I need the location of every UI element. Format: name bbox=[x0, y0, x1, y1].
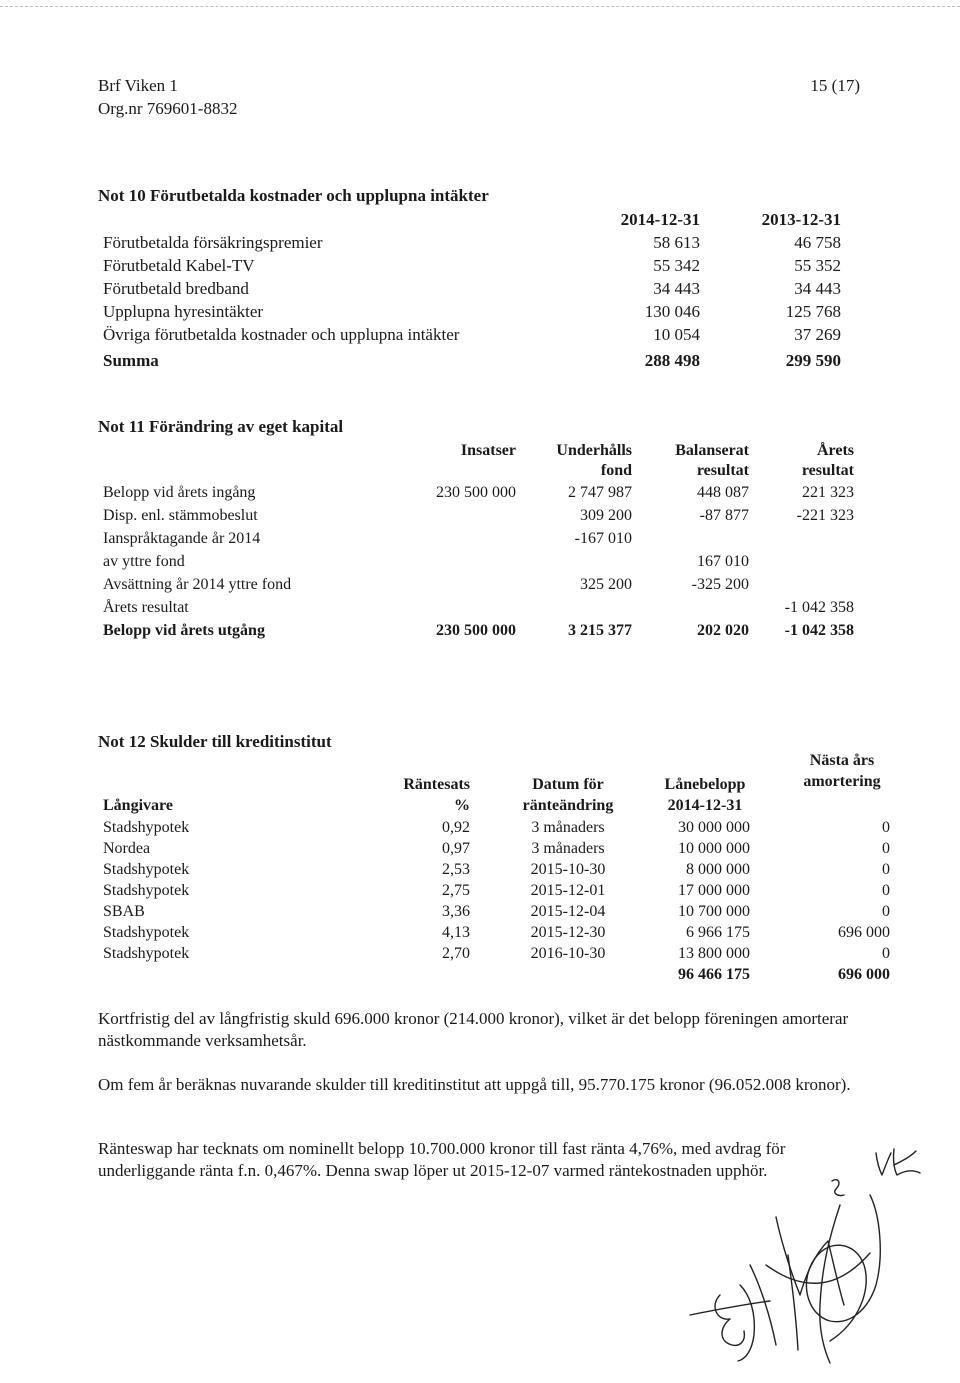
total-label: Belopp vid årets utgång bbox=[103, 622, 265, 639]
sum-label: Summa bbox=[103, 351, 159, 370]
row-label: Avsättning år 2014 yttre fond bbox=[103, 576, 292, 593]
header-balanserat-1: Balanserat bbox=[675, 442, 749, 459]
cell-amort: 0 bbox=[882, 840, 890, 857]
signature-stroke bbox=[820, 1205, 840, 1363]
row-value-2014: 34 443 bbox=[653, 279, 700, 298]
row-label: Förutbetald bredband bbox=[103, 279, 249, 298]
cell-rate: 0,97 bbox=[442, 840, 470, 857]
signature-stroke bbox=[766, 1253, 870, 1283]
cell-amount: 6 966 175 bbox=[686, 924, 750, 941]
total-fond: 3 215 377 bbox=[568, 622, 632, 639]
cell-fond: 325 200 bbox=[580, 576, 632, 593]
cell-balanserat: -325 200 bbox=[691, 576, 749, 593]
row-label: Ianspråktagande år 2014 bbox=[103, 530, 261, 547]
row-label: Förutbetald Kabel-TV bbox=[103, 256, 255, 275]
cell-amort: 0 bbox=[882, 903, 890, 920]
row-value-2014: 130 046 bbox=[644, 302, 700, 321]
cell-lender: Stadshypotek bbox=[103, 861, 190, 878]
cell-rate: 0,92 bbox=[442, 819, 470, 836]
signature-stroke bbox=[715, 1295, 744, 1345]
cell-amort: 0 bbox=[882, 819, 890, 836]
cell-rate: 4,13 bbox=[442, 924, 470, 941]
total-insatser: 230 500 000 bbox=[436, 622, 516, 639]
cell-amount: 13 800 000 bbox=[678, 945, 750, 962]
row-value-2014: 58 613 bbox=[653, 233, 700, 252]
header-arets-2: resultat bbox=[801, 462, 854, 479]
cell-lender: Stadshypotek bbox=[103, 819, 190, 836]
row-label: Övriga förutbetalda kostnader och upplupna intäkter bbox=[103, 325, 460, 344]
cell-amort: 0 bbox=[882, 945, 890, 962]
org-name: Brf Viken 1 bbox=[98, 76, 178, 95]
cell-lender: Stadshypotek bbox=[103, 882, 190, 899]
row-label: av yttre fond bbox=[103, 553, 185, 570]
cell-amount: 30 000 000 bbox=[678, 819, 750, 836]
header-balanserat-2: resultat bbox=[696, 462, 749, 479]
header-datum-2: ränteändring bbox=[522, 797, 614, 814]
signature-stroke bbox=[776, 1217, 844, 1305]
note10-col1-header: 2014-12-31 bbox=[620, 210, 700, 229]
initials-stroke bbox=[894, 1151, 916, 1165]
cell-date: 2015-12-04 bbox=[530, 903, 606, 920]
total-balanserat: 202 020 bbox=[697, 622, 749, 639]
row-value-2013: 125 768 bbox=[785, 302, 841, 321]
cell-amount: 17 000 000 bbox=[678, 882, 750, 899]
cell-balanserat: 167 010 bbox=[697, 553, 749, 570]
cell-lender: Stadshypotek bbox=[103, 924, 190, 941]
cell-insatser: 230 500 000 bbox=[436, 484, 516, 501]
header-insatser: Insatser bbox=[460, 442, 516, 459]
cell-arets: 221 323 bbox=[802, 484, 854, 501]
header-nasta-2: amortering bbox=[803, 773, 881, 790]
row-label: Upplupna hyresintäkter bbox=[103, 302, 264, 321]
header-underhall-2: fond bbox=[600, 462, 632, 479]
cell-fond: 2 747 987 bbox=[568, 484, 632, 501]
signature-stroke bbox=[690, 1301, 770, 1315]
note12-title: Not 12 Skulder till kreditinstitut bbox=[98, 732, 332, 751]
cell-fond: 309 200 bbox=[580, 507, 632, 524]
note11-title: Not 11 Förändring av eget kapital bbox=[98, 417, 344, 436]
paragraph-five-year-forecast: Om fem år beräknas nuvarande skulder till kreditinstitut att uppgå till, 95.770.175 kronor (96.052.008 kronor). bbox=[98, 1075, 851, 1094]
row-label: Disp. enl. stämmobeslut bbox=[103, 507, 258, 524]
org-number: Org.nr 769601-8832 bbox=[98, 99, 238, 118]
cell-amort: 0 bbox=[882, 882, 890, 899]
scan-edge-line bbox=[0, 6, 960, 7]
cell-amort: 0 bbox=[882, 861, 890, 878]
initials-stroke bbox=[894, 1149, 920, 1175]
sum-value-2013: 299 590 bbox=[785, 351, 841, 370]
cell-fond: -167 010 bbox=[574, 530, 632, 547]
signature-stroke bbox=[832, 1180, 844, 1196]
row-value-2014: 55 342 bbox=[653, 256, 700, 275]
signature-stroke bbox=[806, 1195, 880, 1341]
header-underhall-1: Underhålls bbox=[556, 442, 632, 459]
header-arets-1: Årets bbox=[816, 442, 854, 459]
header-langivare: Långivare bbox=[103, 797, 173, 814]
total-arets: -1 042 358 bbox=[784, 622, 854, 639]
paragraph-interest-swap: Ränteswap har tecknats om nominellt belopp 10.700.000 kronor till fast ränta 4,76%, med avdrag för underliggande ränta f.n. 0,467%. Denna swap löper ut 2015-12-07 varmed räntekostnaden upphör. bbox=[98, 1139, 786, 1180]
initials-stroke bbox=[876, 1153, 891, 1175]
total-amort: 696 000 bbox=[838, 966, 890, 983]
cell-balanserat: -87 877 bbox=[699, 507, 749, 524]
cell-arets: -221 323 bbox=[796, 507, 854, 524]
row-label: Årets resultat bbox=[103, 599, 189, 616]
cell-balanserat: 448 087 bbox=[697, 484, 749, 501]
note10-col2-header: 2013-12-31 bbox=[761, 210, 841, 229]
cell-lender: Nordea bbox=[103, 840, 151, 857]
cell-lender: Stadshypotek bbox=[103, 945, 190, 962]
sum-value-2014: 288 498 bbox=[644, 351, 700, 370]
signature-stroke bbox=[788, 1255, 798, 1350]
cell-date: 2015-12-30 bbox=[530, 924, 606, 941]
note10-title: Not 10 Förutbetalda kostnader och upplupna intäkter bbox=[98, 186, 489, 205]
cell-rate: 2,53 bbox=[442, 861, 470, 878]
header-datum-1: Datum för bbox=[532, 776, 604, 793]
paragraph-short-term-debt: Kortfristig del av långfristig skuld 696.000 kronor (214.000 kronor), vilket är det belopp föreningen amorterar nästkommande verksamhetsår. bbox=[98, 1009, 849, 1050]
cell-date: 3 månaders bbox=[531, 819, 605, 836]
header-rantesats-1: Räntesats bbox=[403, 776, 470, 793]
signature-stroke bbox=[738, 1285, 754, 1361]
cell-amort: 696 000 bbox=[838, 924, 890, 941]
header-nasta-1: Nästa års bbox=[809, 752, 875, 769]
cell-amount: 10 700 000 bbox=[678, 903, 750, 920]
cell-lender: SBAB bbox=[103, 903, 145, 920]
row-label: Förutbetalda försäkringspremier bbox=[103, 233, 323, 252]
row-value-2013: 37 269 bbox=[794, 325, 841, 344]
page-number: 15 (17) bbox=[810, 76, 860, 95]
row-value-2013: 55 352 bbox=[794, 256, 841, 275]
cell-rate: 2,70 bbox=[442, 945, 470, 962]
handwritten-signatures bbox=[680, 1145, 950, 1370]
cell-amount: 10 000 000 bbox=[678, 840, 750, 857]
header-lanebelopp-1: Lånebelopp bbox=[664, 776, 746, 793]
row-value-2013: 46 758 bbox=[794, 233, 841, 252]
cell-date: 2016-10-30 bbox=[530, 945, 606, 962]
header-lanebelopp-2: 2014-12-31 bbox=[667, 797, 743, 814]
row-value-2014: 10 054 bbox=[653, 325, 700, 344]
cell-rate: 3,36 bbox=[442, 903, 470, 920]
total-amount: 96 466 175 bbox=[678, 966, 750, 983]
row-label: Belopp vid årets ingång bbox=[103, 484, 256, 501]
cell-arets: -1 042 358 bbox=[784, 599, 854, 616]
cell-amount: 8 000 000 bbox=[686, 861, 750, 878]
row-value-2013: 34 443 bbox=[794, 279, 841, 298]
cell-date: 3 månaders bbox=[531, 840, 605, 857]
cell-date: 2015-10-30 bbox=[530, 861, 606, 878]
header-rantesats-2: % bbox=[454, 797, 470, 814]
cell-date: 2015-12-01 bbox=[530, 882, 606, 899]
cell-rate: 2,75 bbox=[442, 882, 470, 899]
